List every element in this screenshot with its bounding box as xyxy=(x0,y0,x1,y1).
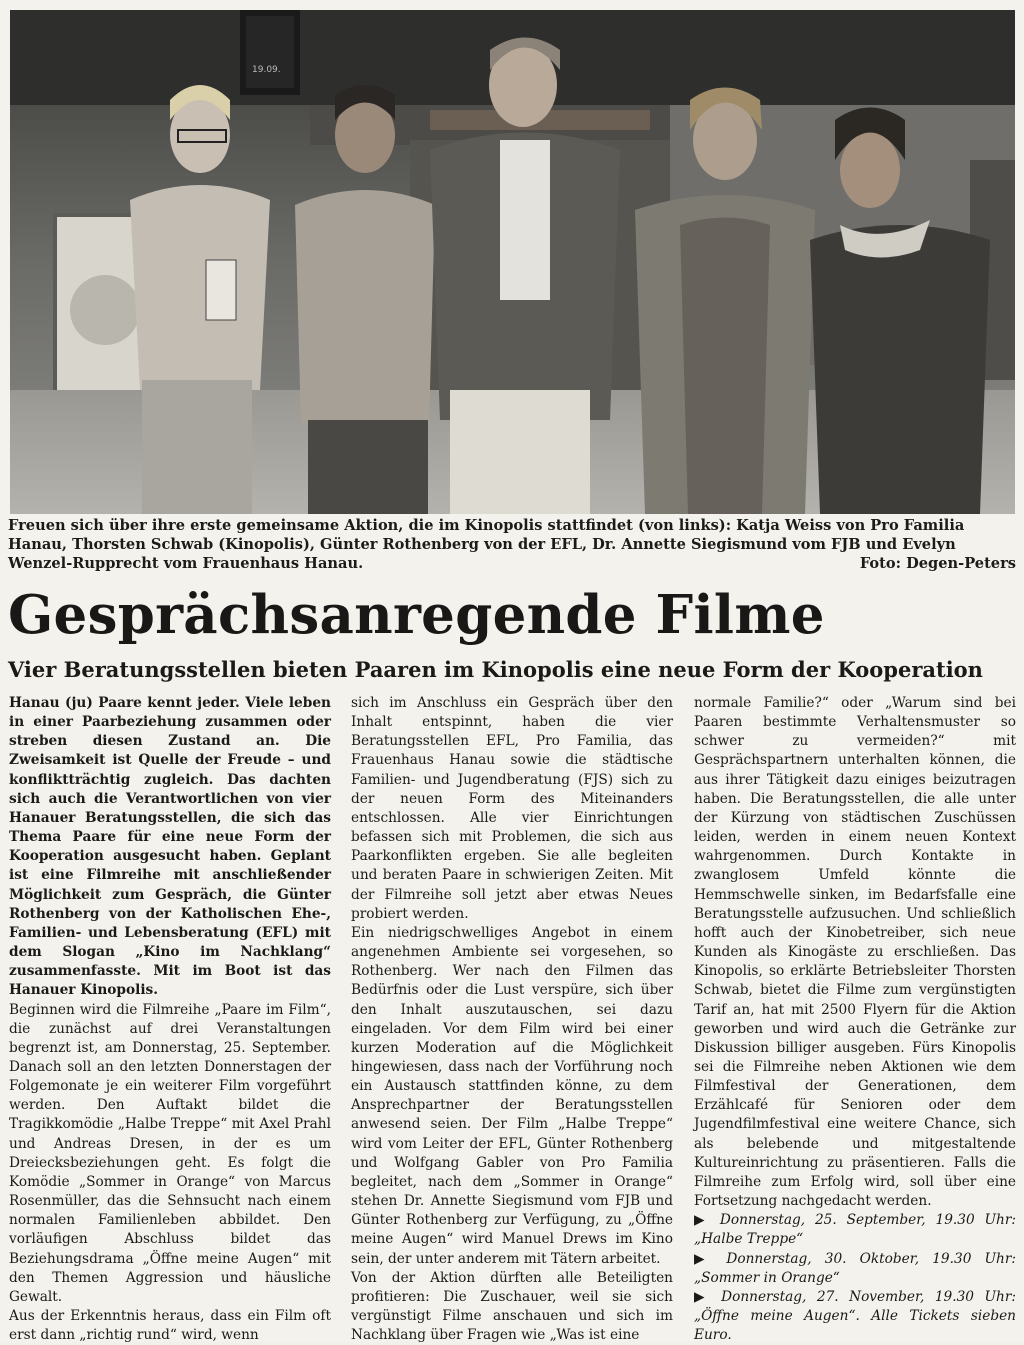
event-listing xyxy=(694,1250,1016,1288)
article-column-2 xyxy=(351,694,673,1345)
article-subheadline: Vier Beratungsstellen bieten Paaren im Kinopolis eine neue Form der Kooperation xyxy=(8,657,983,682)
article-paragraph: normale Familie?“ oder „Warum sind bei Paaren bestimmte Verhaltensmuster so schwer zu vermeiden?“ mit Gesprächspartnern unterhalten können, die aus ihrer Tätigkeit dazu einiges beizutragen haben. Die Beratungsstellen, die alle unter der Kürzung von städtischen Zuschüssen leiden, werden in einem neuen Kontext wahrgenommen. Durch Kontakte in zwanglosem Umfeld könnte die Hemmschwelle sinken, im Bedarfsfalle eine Beratungsstelle aufzusuchen. Und schließlich hofft auch der Kinobetreiber, sich neue Kunden als Kinogäste zu erschließen. Das Kinopolis, so erklärte Betriebsleiter Thorsten Schwab, bietet die Filme zum vergünstigten Tarif an, hat mit 2500 Flyern für die Aktion geworben und wird auch die Getränke zur Diskussion billiger ausgeben. Fürs Kinopolis sei die Filmreihe neben Aktionen wie dem Filmfestival der Generationen, dem Erzählcafé für Senioren oder dem Jugendfilmfestival eine weitere Chance, sich als belebende und mitgestaltende Kultureinrichtung zu präsentieren. Falls die Filmreihe zum Erfolg wird, soll über eine Fortsetzung nachgedacht werden. xyxy=(694,695,1016,1210)
article-paragraph: Beginnen wird die Filmreihe „Paare im Film“, die zunächst auf drei Veranstaltungen begrenzt ist, am Donnerstag, 25. September. Danach soll an den letzten Donnerstagen der Folgemonate je ein weiterer Film vorgeführt werden. Den Auftakt bildet die Tragikkomödie „Halbe Treppe“ mit Axel Prahl und Andreas Dresen, in der es um Dreiecksbeziehungen geht. Es folgt die Komödie „Sommer in Orange“ von Marcus Rosenmüller, das die Sehnsucht nach einem normalen Familienleben abbildet. Den vorläufigen Abschluss bildet das Beziehungsdrama „Öffne meine Augen“ mit den Themen Aggression und häusliche Gewalt. xyxy=(9,1001,331,1305)
event-listing xyxy=(694,1211,1016,1249)
arrow-icon: ▶ xyxy=(694,1212,711,1229)
caption-text: Freuen sich über ihre erste gemeinsame Aktion, die im Kinopolis stattfindet (von links): Katja Weiss von Pro Familia Hanau, Thorsten Schwab (Kinopolis), Günter Rothenberg von der EFL, Dr. Annette Siegismund vom FJB und Evelyn Wenzel-Rupprecht vom Frauenhaus Hanau. xyxy=(8,517,965,572)
article-headline: Gesprächsanregende Filme xyxy=(8,584,825,646)
article-paragraph: Von der Aktion dürften alle Beteiligten profitieren: Die Zuschauer, weil sie sich vergünstigt Filme anschauen und sich im Nachklang über Fragen wie „Was ist eine xyxy=(351,1269,673,1344)
photo-caption xyxy=(8,516,1016,573)
poster-date-text: 19.09. xyxy=(252,65,281,75)
article-photo xyxy=(10,10,1015,514)
event-listing xyxy=(694,1288,1016,1345)
article-column-1 xyxy=(9,694,331,1345)
article-paragraph: Aus der Erkenntnis heraus, dass ein Film oft erst dann „richtig rund“ wird, wenn xyxy=(9,1308,331,1344)
arrow-icon: ▶ xyxy=(694,1288,711,1305)
article-lead-paragraph: Hanau (ju) Paare kennt jeder. Viele leben in einer Paarbeziehung zusammen oder streben diesen Zustand an. Die Zweisamkeit ist Quelle der Freude – und konfliktträchtig zugleich. Das dachten sich auch die Verantwortlichen von vier Hanauer Beratungsstellen, die sich das Thema Paare für eine neue Form der Kooperation ausgesucht haben. Geplant ist eine Filmreihe mit anschließender Möglichkeit zum Gespräch, die Günter Rothenberg von der Katholischen Ehe-, Familien- und Lebensberatung (EFL) mit dem Slogan „Kino im Nachklang“ zusammenfasste. Mit im Boot ist das Hanauer Kinopolis. xyxy=(9,695,331,999)
photo-credit: Foto: Degen-Peters xyxy=(859,555,1016,572)
arrow-icon: ▶ xyxy=(694,1250,714,1267)
event-text: Donnerstag, 27. November, 19.30 Uhr: „Öffne meine Augen“. Alle Tickets sieben Euro. xyxy=(694,1288,1016,1344)
article-column-3 xyxy=(694,694,1016,1345)
event-text: Donnerstag, 30. Oktober, 19.30 Uhr: „Sommer in Orange“ xyxy=(694,1250,1016,1286)
event-text: Donnerstag, 25. September, 19.30 Uhr: „Halbe Treppe“ xyxy=(694,1212,1017,1248)
article-paragraph: Ein niedrigschwelliges Angebot in einem angenehmen Ambiente sei vorgesehen, so Rothenberg. Wer nach den Filmen das Bedürfnis oder die Lust verspüre, sich über den Inhalt auszutauschen, sei dazu eingeladen. Vor dem Film wird bei einer kurzen Moderation auf die Möglichkeit hingewiesen, dass nach der Vorführung noch ein Austausch stattfinden könne, zu dem Ansprechpartner der Beratungsstellen anwesend seien. Der Film „Halbe Treppe“ wird vom Leiter der EFL, Günter Rothenberg und Wolfgang Gabler von Pro Familia begleitet, nach dem „Sommer in Orange“ stehen Dr. Annette Siegismund vom FJB und Günter Rothenberg zur Verfügung, zu „Öffne meine Augen“ wird Manuel Drews im Kino sein, der unter anderem mit Tätern arbeitet. xyxy=(351,924,673,1267)
article-paragraph: sich im Anschluss ein Gespräch über den Inhalt entspinnt, haben die vier Beratungsstellen EFL, Pro Familia, das Frauenhaus Hanau sowie die städtische Familien- und Jugendberatung (FJS) sich zu der neuen Form des Miteinanders entschlossen. Alle vier Einrichtungen befassen sich mit Problemen, die sich aus Paarkonflikten ergeben. Sie alle begleiten und beraten Paare in schwierigen Zeiten. Mit der Filmreihe soll jetzt aber etwas Neues probiert werden. xyxy=(351,695,673,922)
